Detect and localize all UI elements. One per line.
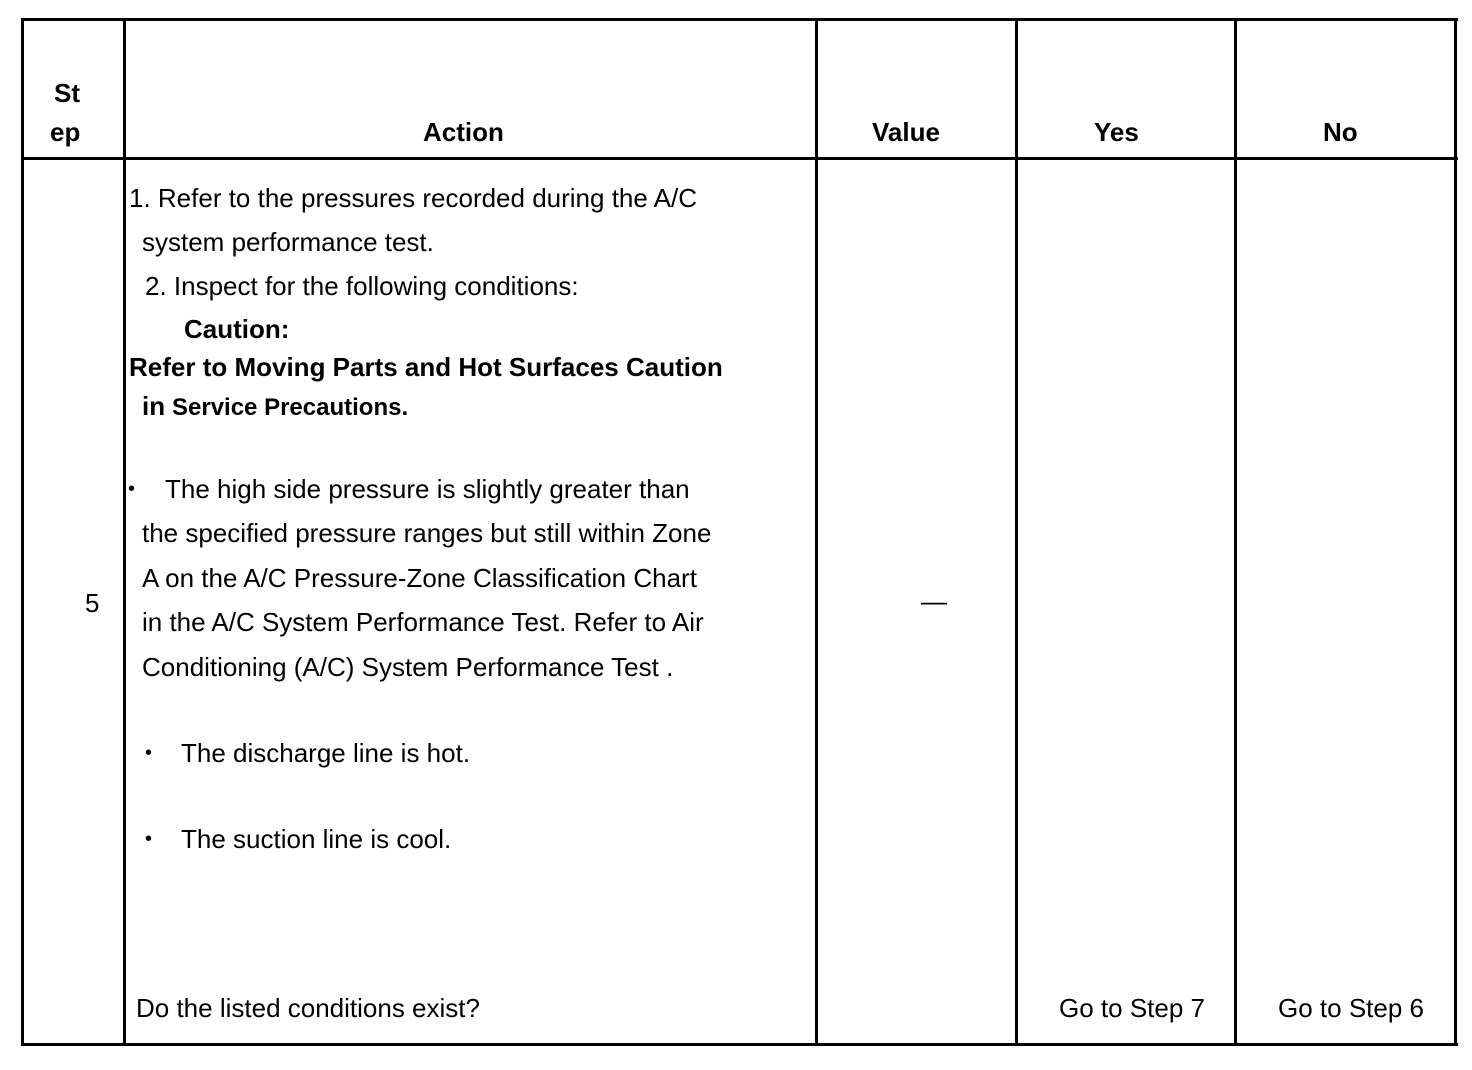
header-step-line1: St [54,78,80,108]
action-item1-line1: 1. Refer to the pressures recorded during the A/C [129,183,697,213]
bullet1-marker: • [128,478,136,500]
service-precautions-link[interactable]: Service Precautions. [172,394,409,421]
column-divider-step-action [123,18,126,1046]
caution-label: Caution: [184,314,290,344]
table-left-border [21,18,24,1046]
bullet3-text: The suction line is cool. [181,824,452,854]
bullet1-line4: in the A/C System Performance Test. Refer to Air [142,607,704,637]
header-step-line2: ep [50,117,81,147]
yes-result[interactable]: Go to Step 7 [1059,993,1205,1023]
bullet1-line1: The high side pressure is slightly greater than [165,474,690,504]
bullet1-line5: Conditioning (A/C) System Performance Test . [142,652,674,682]
header-value: Value [872,117,940,147]
header-no: No [1323,117,1358,147]
table-bottom-border [21,1043,1458,1046]
action-question: Do the listed conditions exist? [136,993,480,1023]
table-top-border [21,18,1458,21]
bullet3-marker: • [145,828,153,850]
header-bottom-border [21,157,1458,160]
bullet1-line3: A on the A/C Pressure-Zone Classification Chart [142,563,697,593]
no-result[interactable]: Go to Step 6 [1278,993,1424,1023]
bullet1-line2: the specified pressure ranges but still within Zone [142,518,712,548]
action-item2: 2. Inspect for the following conditions: [145,271,579,301]
column-divider-action-value [815,18,818,1046]
header-action: Action [423,117,504,147]
step-number: 5 [85,588,100,618]
value-dash: — [921,586,947,616]
column-divider-value-yes [1015,18,1018,1046]
action-item1-line2: system performance test. [142,227,434,257]
table-right-border [1454,18,1457,1046]
column-divider-yes-no [1234,18,1237,1046]
bullet2-text: The discharge line is hot. [181,738,471,768]
caution-line2-prefix: in [142,391,166,421]
bullet2-marker: • [145,742,153,764]
caution-line1: Refer to Moving Parts and Hot Surfaces Caution [129,352,723,382]
header-yes: Yes [1094,117,1139,147]
